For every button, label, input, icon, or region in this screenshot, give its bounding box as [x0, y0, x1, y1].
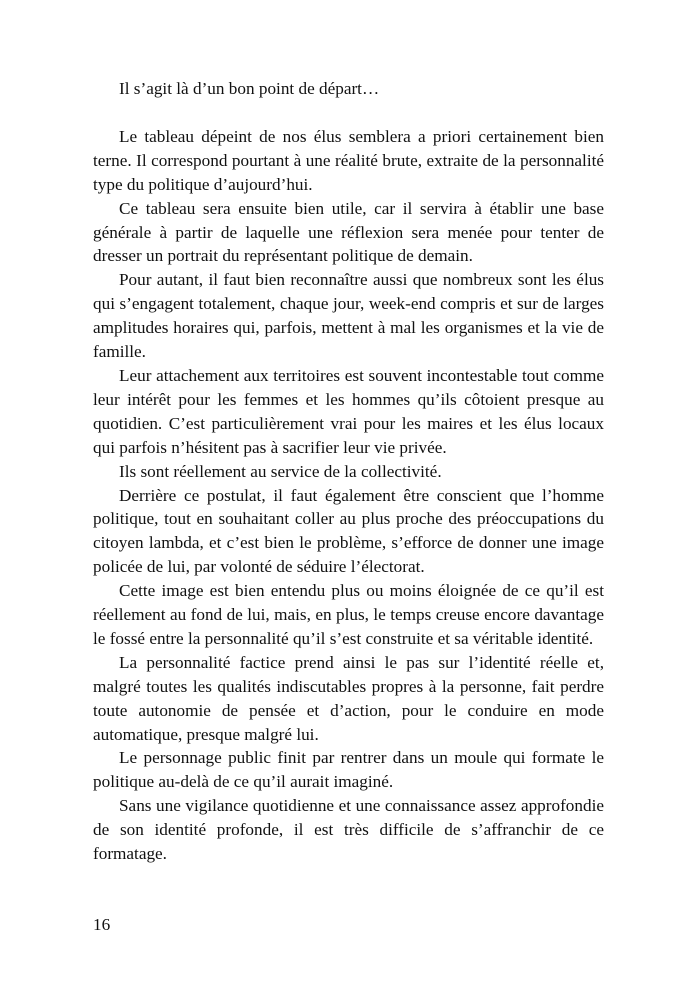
paragraph-8: Cette image est bien entendu plus ou moins éloignée de ce qu’il est réellement au fond de lui, mais, en plus, le temps creuse encore davantage le fossé entre la personnalité qu’il s’est construite et sa véritable identité. — [93, 581, 604, 648]
paragraph-6: Ils sont réellement au service de la collectivité. — [119, 461, 442, 481]
page-number: 16 — [93, 915, 111, 934]
paragraph-5: Leur attachement aux territoires est souvent incontestable tout comme leur intérêt pour les femmes et les hommes qu’ils côtoient presque au quotidien. C’est particulièrement vrai pour les maires et les élus locaux qui parfois n’hésitent pas à sacrifier leur vie privée. — [93, 365, 604, 457]
paragraph-4: Pour autant, il faut bien reconnaître aussi que nombreux sont les élus qui s’engagent totalement, chaque jour, week-end compris et sur de larges amplitudes horaires qui, parfois, mettent à mal les organismes et la vie de famille. — [93, 270, 604, 362]
paragraph-10: Le personnage public finit par rentrer dans un moule qui formate le politique au-delà de ce qu’il aurait imaginé. — [93, 748, 604, 792]
paragraph-11: Sans une vigilance quotidienne et une connaissance assez approfondie de son identité profonde, il est très difficile de s’affranchir de ce formatage. — [93, 796, 604, 864]
paragraph-9: La personnalité factice prend ainsi le pas sur l’identité réelle et, malgré toutes les qualités indiscutables propres à la personne, fait perdre toute autonomie de pensée et d’action, pour le conduire en mode automatique, presque malgré lui. — [93, 652, 604, 744]
paragraph-2: Le tableau dépeint de nos élus semblera a priori certainement bien terne. Il correspond pourtant à une réalité brute, extraite de la personnalité type du politique d’aujourd’hui. — [93, 126, 604, 194]
paragraph-7: Derrière ce postulat, il faut également être conscient que l’homme politique, tout en souhaitant coller au plus proche des préoccupations du citoyen lambda, et c’est bien le problème, s’efforce de donner une image policée de lui, par volonté de séduire l’électorat. — [93, 485, 604, 577]
paragraph-3: Ce tableau sera ensuite bien utile, car il servira à établir une base générale à partir de laquelle une réflexion sera menée pour tenter de dresser un portrait du représentant politique de demain. — [93, 198, 604, 266]
paragraph-1: Il s’agit là d’un bon point de départ… — [119, 79, 380, 98]
page-body — [93, 77, 604, 866]
